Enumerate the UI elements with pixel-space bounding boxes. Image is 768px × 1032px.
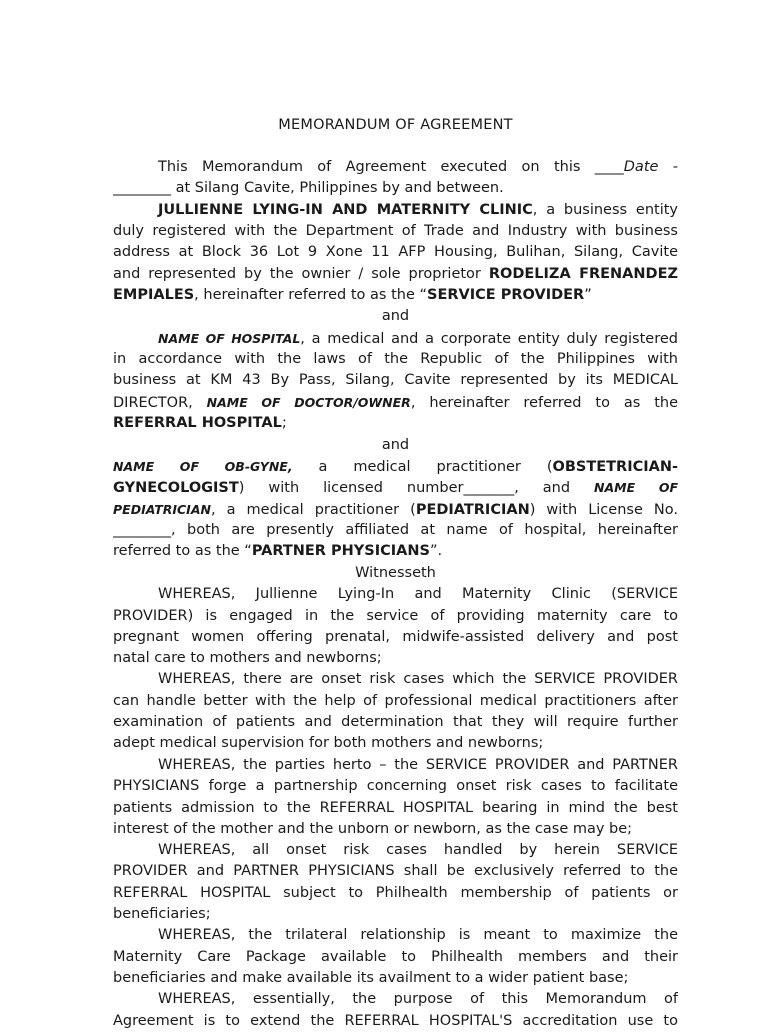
provider-line-2: duly registered with the Department of Trade and Industry with business	[113, 223, 678, 239]
whereas-2-line: can handle better with the help of professional medical practitioners after	[113, 693, 678, 709]
whereas-1-line: PROVIDER) is engaged in the service of providing maternity care to	[113, 608, 678, 624]
document-title: MEMORANDUM OF AGREEMENT	[278, 117, 513, 133]
whereas-2-line: adept medical supervision for both mothers and newborns;	[113, 735, 544, 751]
whereas-2-line: WHEREAS, there are onset risk cases which the SERVICE PROVIDER	[158, 671, 678, 687]
whereas-1-line: WHEREAS, Jullienne Lying-In and Maternity Clinic (SERVICE	[158, 586, 678, 602]
hospital-name-placeholder: NAME OF HOSPITAL	[158, 331, 301, 346]
whereas-3-line: interest of the mother and the unborn or newborn, as the case may be;	[113, 821, 633, 837]
whereas-5-line: beneficiaries and make available its availment to a wider patient base;	[113, 970, 629, 986]
witnesseth-heading: Witnesseth	[355, 565, 436, 581]
physician-line-3: PEDIATRICIAN, a medical practitioner (PEDIATRICIAN) with License No.	[113, 502, 678, 518]
date-placeholder: Date -	[623, 159, 678, 175]
service-provider-term: SERVICE PROVIDER	[427, 287, 585, 303]
intro-line-1: This Memorandum of Agreement executed on this ____Date -	[158, 159, 678, 175]
whereas-2-line: examination of patients and determination that they will require further	[113, 714, 678, 730]
whereas-6-line: WHEREAS, essentially, the purpose of this Memorandum of	[158, 991, 678, 1007]
whereas-5-line: WHEREAS, the trilateral relationship is meant to maximize the	[158, 927, 678, 943]
pediatrician-placeholder: NAME OF	[594, 480, 678, 495]
provider-name: JULLIENNE LYING-IN AND MATERNITY CLINIC	[158, 202, 533, 218]
physician-line-1: NAME OF OB-GYNE, a medical practitioner (OBSTETRICIAN-	[113, 459, 678, 475]
owner-name: RODELIZA FRENANDEZ	[488, 266, 678, 282]
whereas-3-line: PHYSICIANS forge a partnership concerning onset risk cases to facilitate	[113, 778, 678, 794]
partner-physicians-term: PARTNER PHYSICIANS	[251, 543, 430, 559]
whereas-1-line: natal care to mothers and newborns;	[113, 650, 382, 666]
hospital-line-1: NAME OF HOSPITAL, a medical and a corporate entity duly registered	[158, 331, 678, 347]
obgyne-placeholder: NAME OF OB-GYNE,	[113, 459, 293, 474]
intro-line-2: ________ at Silang Cavite, Philippines by and between.	[113, 180, 504, 196]
provider-line-5: EMPIALES, hereinafter referred to as the “SERVICE PROVIDER”	[113, 287, 592, 303]
and-separator-1: and	[381, 308, 410, 324]
whereas-4-line: WHEREAS, all onset risk cases handled by herein SERVICE	[158, 842, 678, 858]
whereas-4-line: beneficiaries;	[113, 906, 211, 922]
and-separator-2: and	[381, 437, 410, 453]
hospital-line-3: business at KM 43 By Pass, Silang, Cavite represented by its MEDICAL	[113, 372, 678, 388]
hospital-line-2: in accordance with the laws of the Republic of the Philippines with	[113, 351, 678, 367]
whereas-4-line: REFERRAL HOSPITAL subject to Philhealth membership of patients or	[113, 885, 678, 901]
hospital-line-5: REFERRAL HOSPITAL;	[113, 415, 287, 431]
physician-line-4: ________, both are presently affiliated at name of hospital, hereinafter	[113, 522, 678, 538]
whereas-3-line: patients admission to the REFERRAL HOSPITAL bearing in mind the best	[113, 800, 678, 816]
physician-line-2: GYNECOLOGIST) with licensed number_______, and NAME OF	[113, 480, 678, 496]
doctor-owner-placeholder: NAME OF DOCTOR/OWNER	[206, 395, 411, 410]
whereas-1-line: pregnant women offering prenatal, midwife-assisted delivery and post	[113, 629, 678, 645]
provider-line-3: address at Block 36 Lot 9 Xone 11 AFP Housing, Bulihan, Silang, Cavite	[113, 244, 678, 260]
hospital-line-4: DIRECTOR, NAME OF DOCTOR/OWNER, hereinafter referred to as the	[113, 395, 678, 411]
whereas-3-line: WHEREAS, the parties herto – the SERVICE PROVIDER and PARTNER	[158, 757, 678, 773]
physician-line-5: referred to as the “PARTNER PHYSICIANS”.	[113, 543, 443, 559]
referral-hospital-term: REFERRAL HOSPITAL	[113, 415, 282, 431]
whereas-6-line: Agreement is to extend the REFERRAL HOSPITAL'S accreditation use to	[113, 1013, 678, 1029]
whereas-5-line: Maternity Care Package available to Philhealth members and their	[113, 949, 678, 965]
whereas-4-line: PROVIDER and PARTNER PHYSICIANS shall be exclusively referred to the	[113, 863, 678, 879]
provider-line-1: JULLIENNE LYING-IN AND MATERNITY CLINIC, a business entity	[158, 202, 678, 218]
provider-line-4: and represented by the ownier / sole proprietor RODELIZA FRENANDEZ	[113, 266, 678, 282]
